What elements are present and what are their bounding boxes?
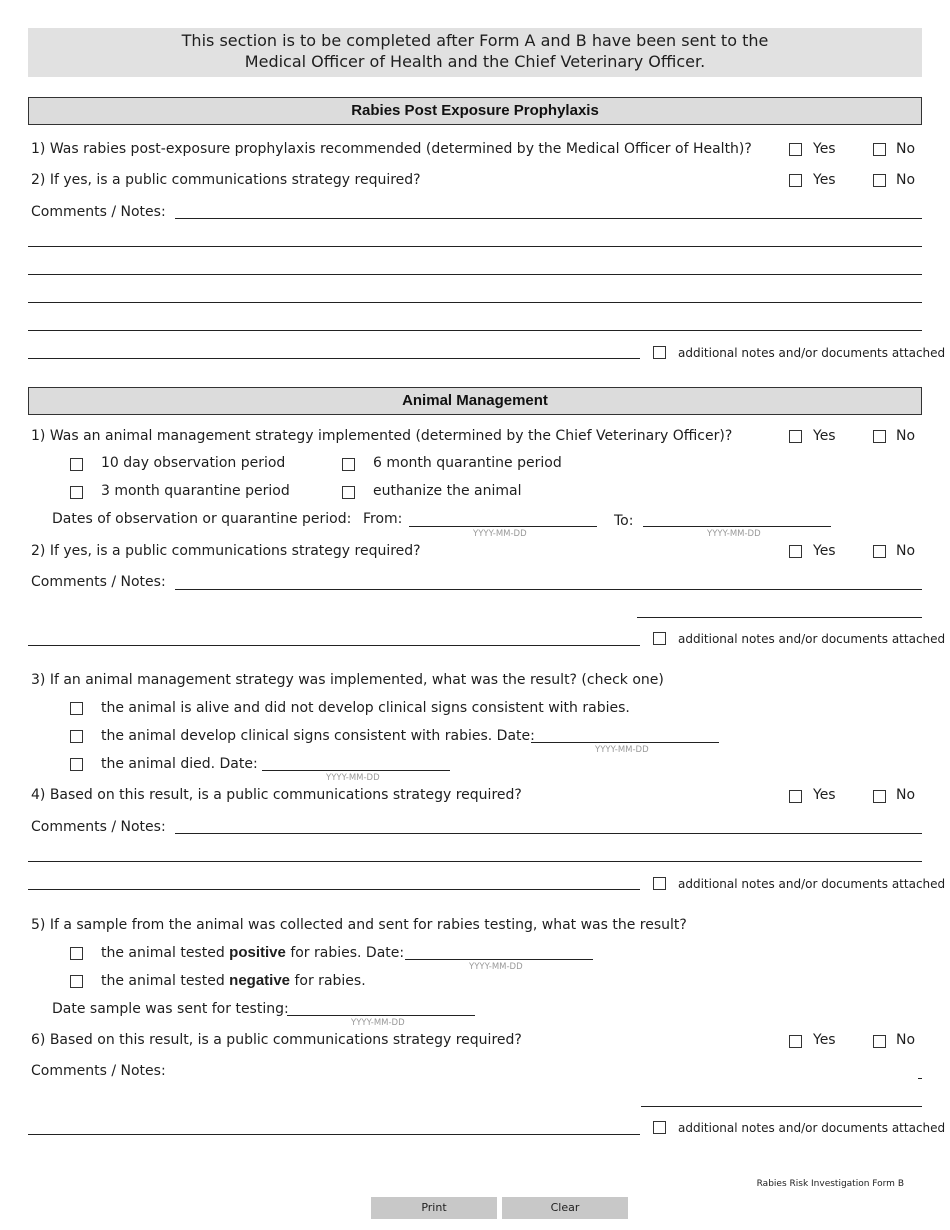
- s2-attach-checkbox-2[interactable]: [653, 877, 666, 890]
- sample-date-label: Date sample was sent for testing:: [52, 1001, 289, 1017]
- result-alive-label: the animal is alive and did not develop clinical signs consistent with rabies.: [101, 700, 630, 716]
- s1-comments-line-5[interactable]: [28, 330, 922, 331]
- s2-q6-comments-line-3[interactable]: [28, 1134, 640, 1135]
- s1-q2-no-label: No: [896, 172, 916, 188]
- s1-comments-line-2[interactable]: [28, 246, 922, 247]
- from-date-hint: YYYY-MM-DD: [473, 529, 527, 539]
- s2-attach-label-3: additional notes and/or documents attached: [678, 1121, 946, 1135]
- result-signs-checkbox[interactable]: [70, 730, 83, 743]
- positive-date-field[interactable]: [405, 959, 593, 960]
- option-3-month-quarantine-label: 3 month quarantine period: [101, 483, 290, 499]
- s2-attach-label-2: additional notes and/or documents attached: [678, 877, 946, 891]
- s1-q2-yes-label: Yes: [813, 172, 836, 188]
- to-date-hint: YYYY-MM-DD: [707, 529, 761, 539]
- s1-attach-checkbox[interactable]: [653, 346, 666, 359]
- s2-q4-no-checkbox[interactable]: [873, 790, 886, 803]
- s2-question-2: 2) If yes, is a public communications strategy required?: [31, 543, 421, 559]
- from-label: From:: [363, 511, 403, 527]
- banner-line-1: This section is to be completed after Form A and B have been sent to the: [181, 31, 769, 50]
- s1-q2-no-checkbox[interactable]: [873, 174, 886, 187]
- s1-comments-line-1[interactable]: [175, 218, 922, 219]
- s1-q1-yes-label: Yes: [813, 141, 836, 157]
- to-label: To:: [614, 513, 634, 529]
- clear-button[interactable]: Clear: [502, 1197, 628, 1219]
- s2-q6-comments-line-2[interactable]: [641, 1106, 922, 1107]
- s2-question-4: 4) Based on this result, is a public communications strategy required?: [31, 787, 522, 803]
- s2-q6-no-checkbox[interactable]: [873, 1035, 886, 1048]
- instruction-banner: [28, 28, 922, 77]
- option-6-month-quarantine-label: 6 month quarantine period: [373, 455, 562, 471]
- result-died-date-field[interactable]: [262, 770, 450, 771]
- s2-q4-comments-line-3[interactable]: [28, 889, 640, 890]
- option-3-month-quarantine-checkbox[interactable]: [70, 486, 83, 499]
- s2-q6-yes-label: Yes: [813, 1032, 836, 1048]
- section-header-animal-management: Animal Management: [28, 387, 922, 415]
- result-signs-label: the animal develop clinical signs consistent with rabies. Date:: [101, 728, 535, 744]
- s1-q1-no-label: No: [896, 141, 916, 157]
- s2-question-5: 5) If a sample from the animal was collected and sent for rabies testing, what was the result?: [31, 917, 687, 933]
- s2-q6-no-label: No: [896, 1032, 916, 1048]
- s2-q6-comments-line-1[interactable]: [918, 1078, 922, 1079]
- s2-q4-comments-line-2[interactable]: [28, 861, 922, 862]
- sample-date-field[interactable]: [287, 1015, 475, 1016]
- option-euthanize-label: euthanize the animal: [373, 483, 522, 499]
- tested-positive-checkbox[interactable]: [70, 947, 83, 960]
- s2-comments-label-3: Comments / Notes:: [31, 1063, 166, 1079]
- s1-q1-yes-checkbox[interactable]: [789, 143, 802, 156]
- s2-q4-no-label: No: [896, 787, 916, 803]
- form-name: Rabies Risk Investigation Form B: [756, 1179, 904, 1189]
- s2-question-3: 3) If an animal management strategy was implemented, what was the result? (check one): [31, 672, 664, 688]
- result-signs-date-hint: YYYY-MM-DD: [595, 745, 649, 755]
- positive-date-hint: YYYY-MM-DD: [469, 962, 523, 972]
- s2-question-6: 6) Based on this result, is a public communications strategy required?: [31, 1032, 522, 1048]
- s2-q1-no-label: No: [896, 428, 916, 444]
- s2-q1-yes-checkbox[interactable]: [789, 430, 802, 443]
- tested-positive-prefix: the animal tested: [101, 945, 225, 961]
- from-date-field[interactable]: [409, 526, 597, 527]
- s2-q4-yes-checkbox[interactable]: [789, 790, 802, 803]
- s1-q1-no-checkbox[interactable]: [873, 143, 886, 156]
- option-10-day-observation-label: 10 day observation period: [101, 455, 286, 471]
- tested-negative-row: [101, 972, 366, 990]
- s2-attach-checkbox-3[interactable]: [653, 1121, 666, 1134]
- s1-comments-line-6[interactable]: [28, 358, 640, 359]
- s2-attach-checkbox-1[interactable]: [653, 632, 666, 645]
- s2-q2-yes-label: Yes: [813, 543, 836, 559]
- tested-positive-row: [101, 944, 404, 962]
- tested-negative-prefix: the animal tested: [101, 973, 225, 989]
- option-euthanize-checkbox[interactable]: [342, 486, 355, 499]
- result-signs-date-field[interactable]: [531, 742, 719, 743]
- banner-line-2: Medical Officer of Health and the Chief Veterinary Officer.: [244, 52, 706, 71]
- tested-negative-checkbox[interactable]: [70, 975, 83, 988]
- result-alive-checkbox[interactable]: [70, 702, 83, 715]
- s1-q2-yes-checkbox[interactable]: [789, 174, 802, 187]
- s2-q2-no-checkbox[interactable]: [873, 545, 886, 558]
- positive-term: positive: [229, 944, 286, 961]
- s2-attach-label-1: additional notes and/or documents attached: [678, 632, 946, 646]
- s2-comments-line-2[interactable]: [637, 617, 922, 618]
- tested-negative-suffix: for rabies.: [294, 973, 366, 989]
- s1-attach-label: additional notes and/or documents attached: [678, 346, 946, 360]
- s2-q1-yes-label: Yes: [813, 428, 836, 444]
- s2-comments-line-1[interactable]: [175, 589, 922, 590]
- result-died-label: the animal died. Date:: [101, 756, 258, 772]
- to-date-field[interactable]: [643, 526, 831, 527]
- s2-q2-no-label: No: [896, 543, 916, 559]
- dates-period-label: Dates of observation or quarantine period:: [52, 511, 352, 527]
- section-header-prophylaxis: Rabies Post Exposure Prophylaxis: [28, 97, 922, 125]
- s2-q4-yes-label: Yes: [813, 787, 836, 803]
- s2-q4-comments-line-1[interactable]: [175, 833, 922, 834]
- s1-question-2: 2) If yes, is a public communications strategy required?: [31, 172, 421, 188]
- s2-comments-label-2: Comments / Notes:: [31, 819, 166, 835]
- s2-comments-label-1: Comments / Notes:: [31, 574, 166, 590]
- print-button[interactable]: Print: [371, 1197, 497, 1219]
- result-died-date-hint: YYYY-MM-DD: [326, 773, 380, 783]
- option-6-month-quarantine-checkbox[interactable]: [342, 458, 355, 471]
- s2-q1-no-checkbox[interactable]: [873, 430, 886, 443]
- s2-q2-yes-checkbox[interactable]: [789, 545, 802, 558]
- tested-positive-suffix: for rabies. Date:: [290, 945, 405, 961]
- s1-comments-line-4[interactable]: [28, 302, 922, 303]
- s1-comments-label: Comments / Notes:: [31, 204, 166, 220]
- s2-q6-yes-checkbox[interactable]: [789, 1035, 802, 1048]
- s1-comments-line-3[interactable]: [28, 274, 922, 275]
- s2-comments-line-3[interactable]: [28, 645, 640, 646]
- option-10-day-observation-checkbox[interactable]: [70, 458, 83, 471]
- sample-date-hint: YYYY-MM-DD: [351, 1018, 405, 1028]
- s2-question-1: 1) Was an animal management strategy implemented (determined by the Chief Veterinary Officer)?: [31, 428, 733, 444]
- negative-term: negative: [229, 972, 291, 989]
- s1-question-1: 1) Was rabies post-exposure prophylaxis recommended (determined by the Medical Officer of Health)?: [31, 141, 752, 157]
- result-died-checkbox[interactable]: [70, 758, 83, 771]
